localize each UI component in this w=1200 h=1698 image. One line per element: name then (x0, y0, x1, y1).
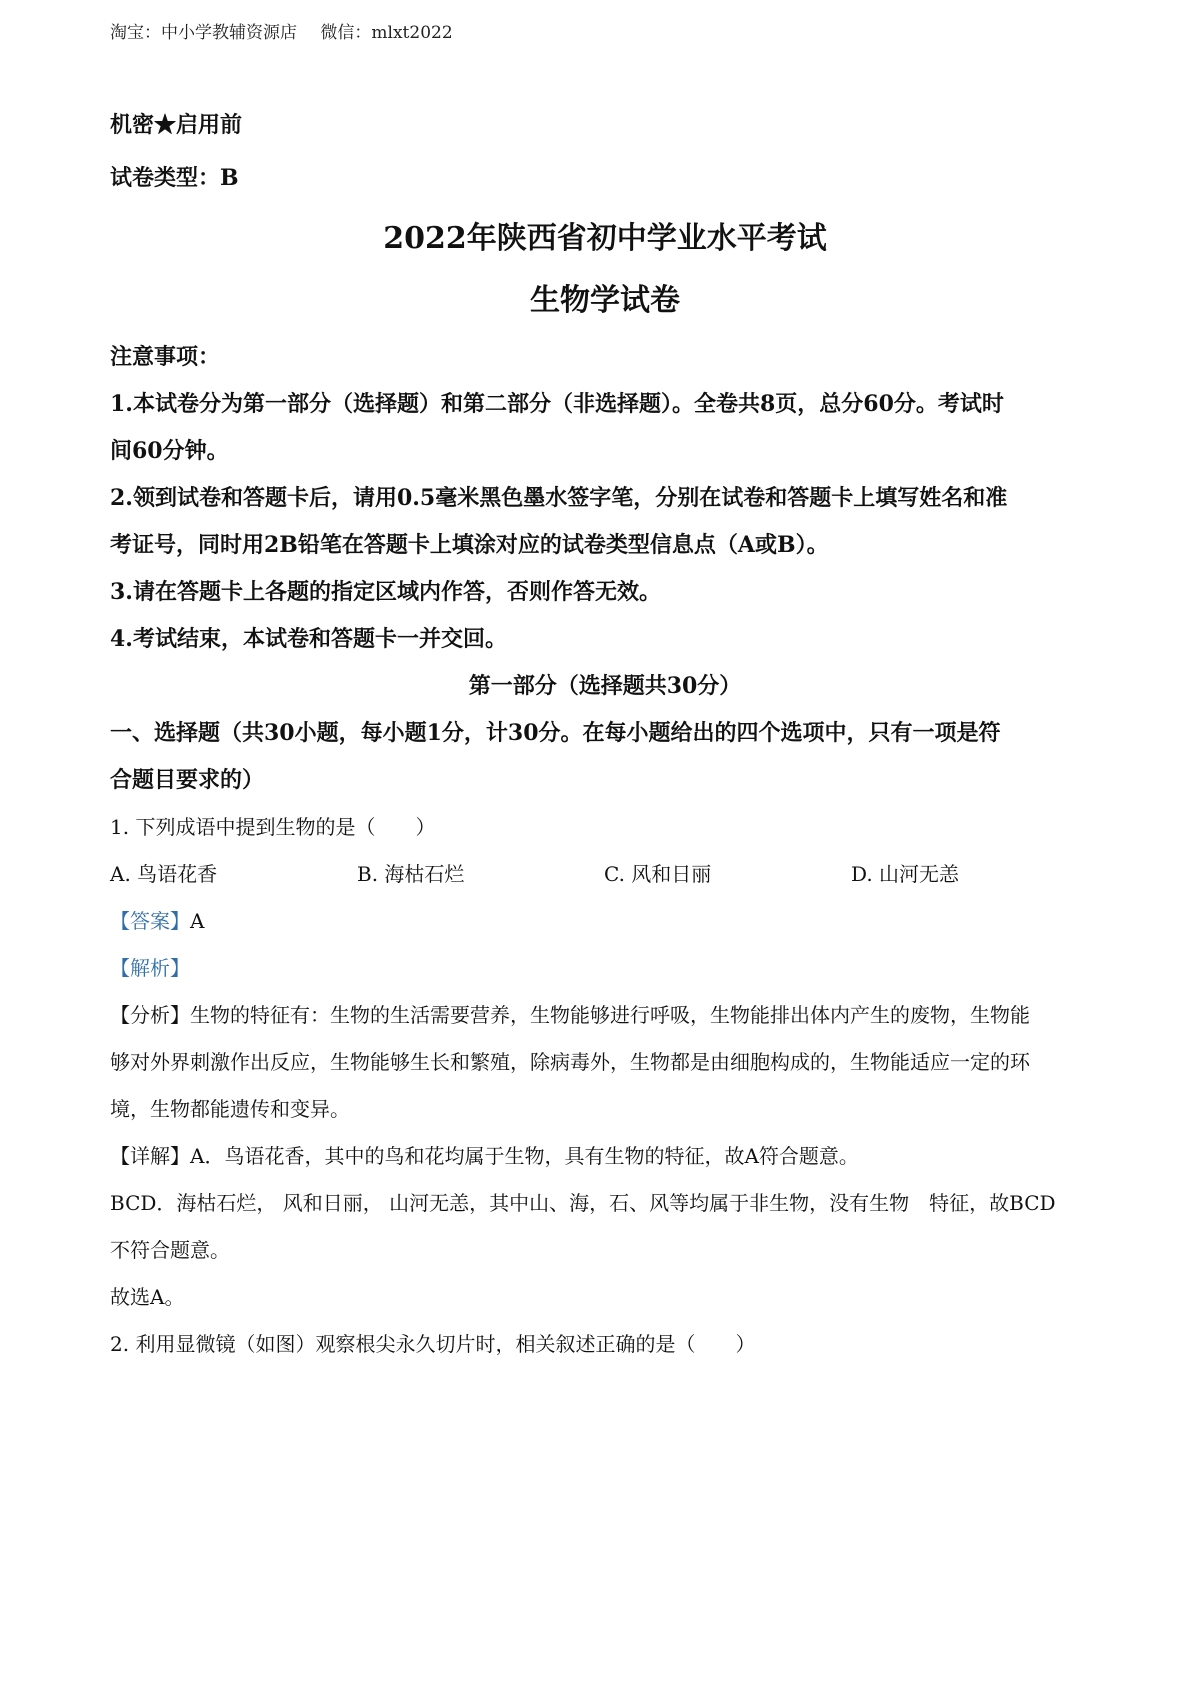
notes-heading: 注意事项： (110, 344, 221, 370)
section1-heading-cont: 合题目要求的） (110, 767, 265, 793)
detail-line: 不符合题意。 (110, 1238, 230, 1262)
option-d: D. 山河无恙 (851, 862, 960, 886)
exam-subtitle: 生物学试卷 (530, 283, 680, 318)
option-c: C. 风和日丽 (604, 862, 712, 886)
part1-heading: 第一部分（选择题共30分） (468, 673, 742, 699)
detail-line: BCD．海枯石烂， 风和日丽， 山河无恙，其中山、海，石、风等均属于非生物，没有生物 特征，故BCD (110, 1191, 1056, 1215)
section1-heading: 一、选择题（共30小题，每小题1分，计30分。在每小题给出的四个选项中，只有一项是符 (110, 720, 1001, 746)
detail-line: 【详解】A．鸟语花香，其中的鸟和花均属于生物，具有生物的特征，故A符合题意。 (110, 1144, 859, 1168)
question-1 (110, 804, 1100, 1321)
analysis-tag: 【解析】 (110, 956, 190, 980)
note-line: 2.领到试卷和答题卡后，请用0.5毫米黑色墨水签字笔，分别在试卷和答题卡上填写姓名和准 (110, 485, 1008, 511)
note-line: 考证号，同时用2B铅笔在答题卡上填涂对应的试卷类型信息点（A或B）。 (110, 532, 829, 558)
page-header (110, 18, 453, 43)
detail-line: 故选A。 (110, 1285, 185, 1309)
option-b: B. 海枯石烂 (357, 862, 465, 886)
note-line: 3.请在答题卡上各题的指定区域内作答，否则作答无效。 (110, 579, 661, 605)
question-2 (110, 1321, 1100, 1368)
answer-line (110, 898, 1100, 945)
note-line: 间60分钟。 (110, 438, 229, 464)
answer-value: A (190, 909, 205, 933)
header-wechat: 微信：mlxt2022 (320, 23, 453, 43)
header-shop: 淘宝：中小学教辅资源店 (110, 23, 297, 43)
question-stem: 2. 利用显微镜（如图）观察根尖永久切片时，相关叙述正确的是（ ） (110, 1332, 756, 1356)
exam-title: 2022年陕西省初中学业水平考试 (383, 221, 827, 256)
analysis-line: 【分析】生物的特征有：生物的生活需要营养，生物能够进行呼吸，生物能排出体内产生的废物，生物能 (110, 1003, 1030, 1027)
analysis-line: 境，生物都能遗传和变异。 (110, 1097, 350, 1121)
answer-tag: 【答案】 (110, 909, 190, 933)
question-stem: 1. 下列成语中提到生物的是（ ） (110, 815, 436, 839)
analysis-line: 够对外界刺激作出反应，生物能够生长和繁殖，除病毒外，生物都是由细胞构成的，生物能适应一定的环 (110, 1050, 1030, 1074)
option-a: A. 鸟语花香 (110, 862, 218, 886)
paper-type-label: 试卷类型：B (110, 165, 239, 191)
option-list (110, 851, 1100, 898)
confidential-label: 机密★启用前 (110, 112, 243, 138)
notes-list (110, 381, 1100, 663)
note-line: 1.本试卷分为第一部分（选择题）和第二部分（非选择题）。全卷共8页，总分60分。考试时 (110, 391, 1004, 417)
document-body (110, 102, 1100, 1368)
note-line: 4.考试结束，本试卷和答题卡一并交回。 (110, 626, 507, 652)
